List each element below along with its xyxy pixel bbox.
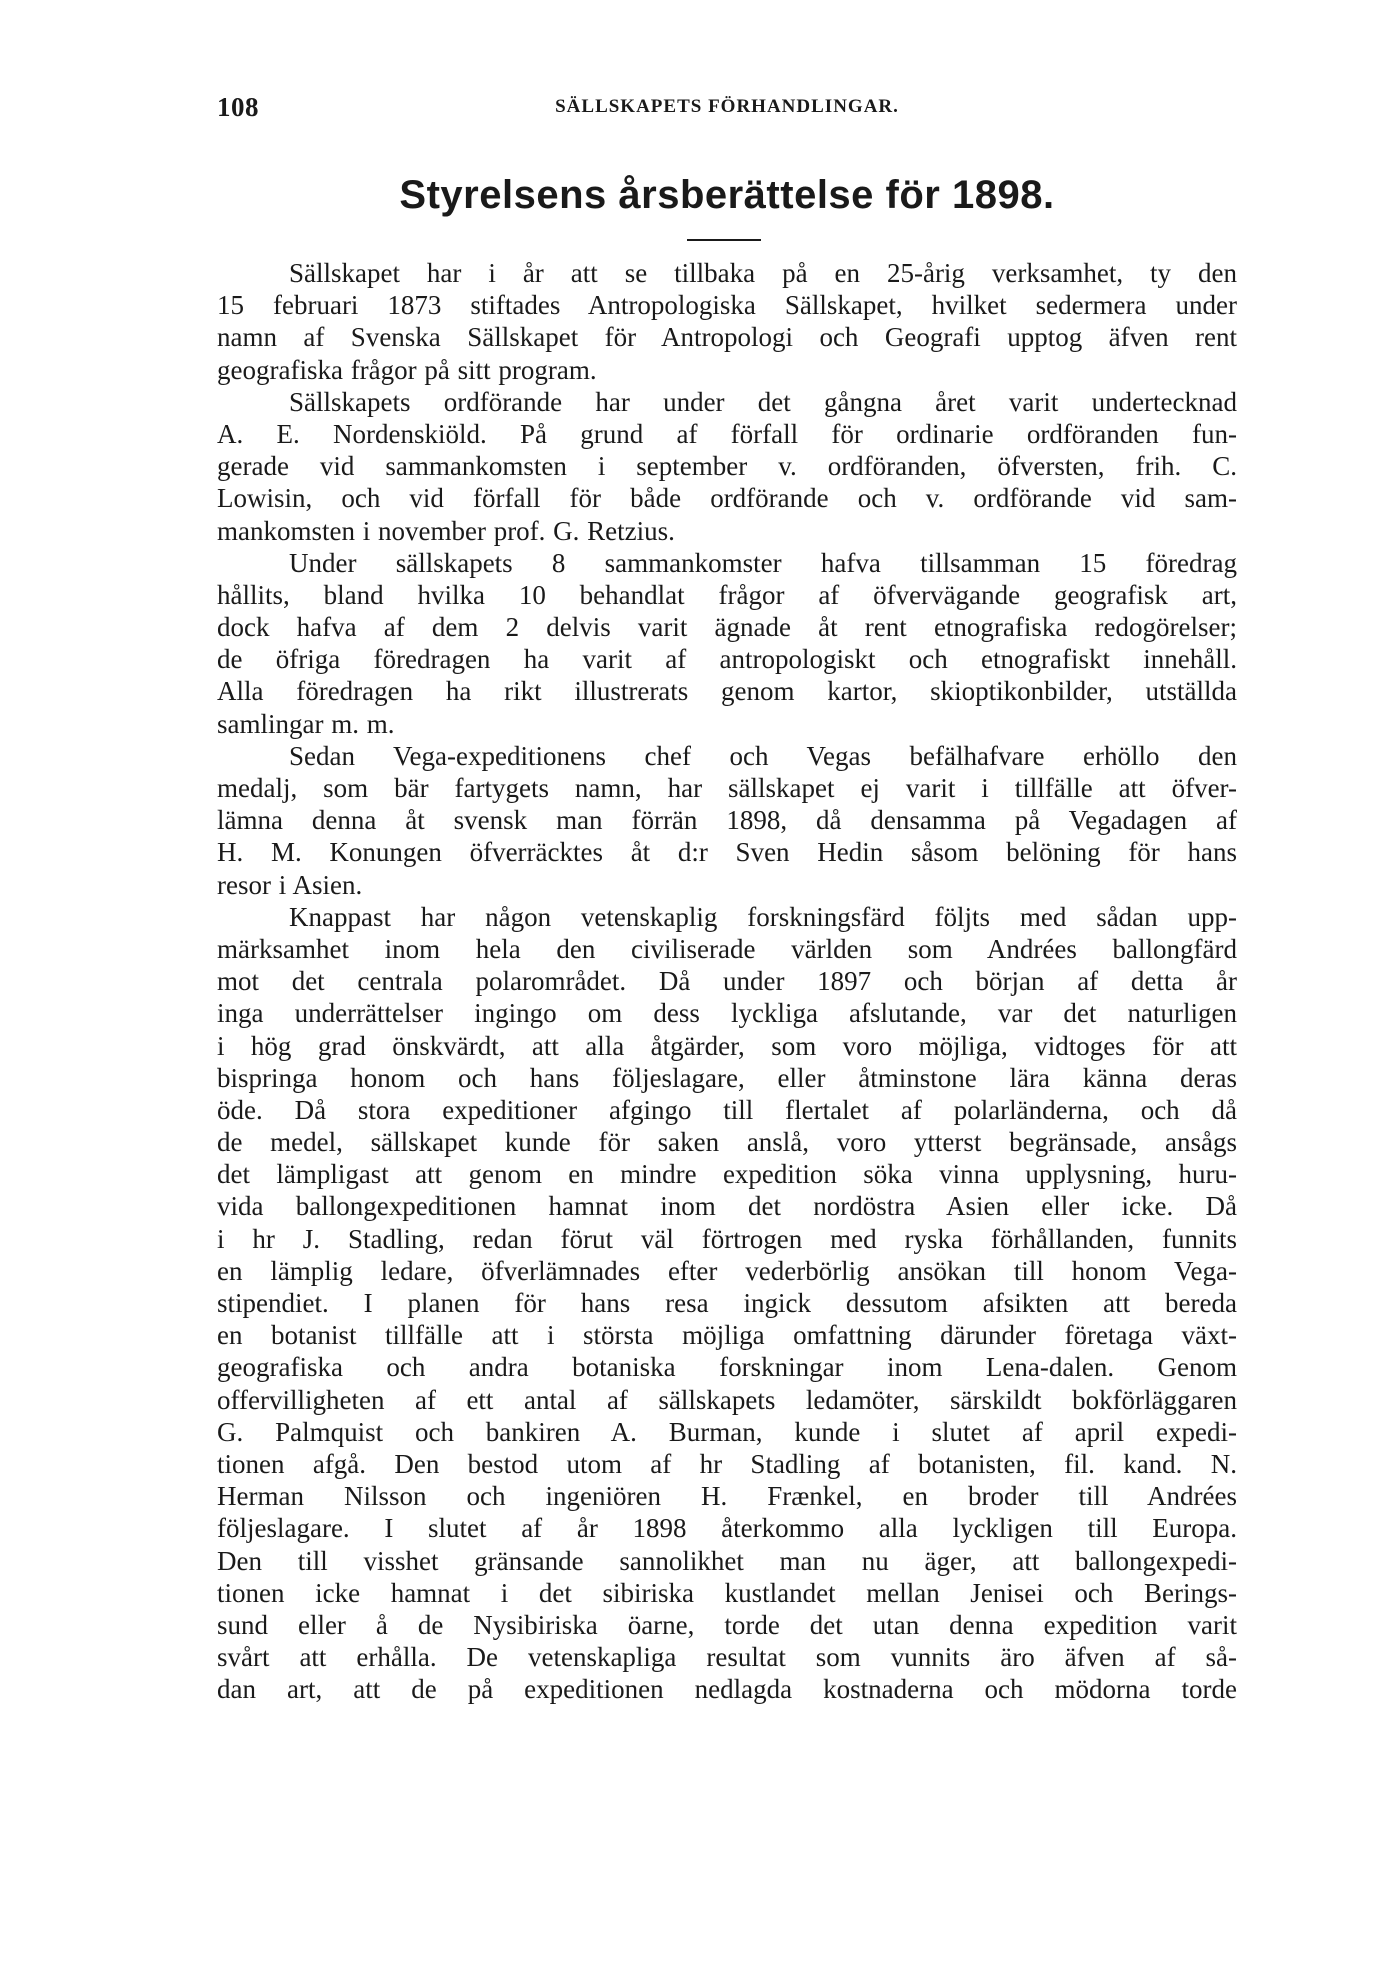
- text-line: A. E. Nordenskiöld. På grund af förfall för ordinarie ordföranden fun-: [217, 418, 1237, 449]
- text-line: Under sällskapets 8 sammankomster hafva tillsamman 15 föredrag: [289, 547, 1237, 578]
- text-line: resor i Asien.: [217, 869, 363, 900]
- text-line: dock hafva af dem 2 delvis varit ägnade åt rent etnografiska redogörelser;: [217, 612, 1237, 643]
- text-line: geografiska och andra botaniska forskningar inom Lena-dalen. Genom: [217, 1352, 1237, 1383]
- text-line: Sällskapets ordförande har under det gångna året varit undertecknad: [289, 386, 1237, 417]
- text-line: geografiska frågor på sitt program.: [217, 354, 597, 385]
- text-line: svårt att erhålla. De vetenskapliga resultat som vunnits äro äfven af så-: [217, 1642, 1237, 1673]
- text-line: i hög grad önskvärdt, att alla åtgärder, som voro möjliga, vidtoges för att: [217, 1030, 1237, 1061]
- text-line: en botanist tillfälle att i största möjliga omfattning därunder företaga växt-: [217, 1320, 1237, 1351]
- text-line: bispringa honom och hans följeslagare, eller åtminstone lära känna deras: [217, 1062, 1237, 1093]
- text-line: de öfriga föredragen ha varit af antropologiskt och etnografiskt innehåll.: [217, 644, 1237, 675]
- text-line: följeslagare. I slutet af år 1898 återkommo alla lyckligen till Europa.: [217, 1513, 1237, 1544]
- text-line: stipendiet. I planen för hans resa ingick dessutom afsikten att bereda: [217, 1288, 1237, 1318]
- text-line: namn af Svenska Sällskapet för Antropologi och Geografi upptog äfven rent: [217, 322, 1237, 353]
- text-line: mot det centrala polarområdet. Då under 1897 och början af detta år: [217, 966, 1237, 997]
- text-line: hållits, bland hvilka 10 behandlat frågor af öfvervägande geografisk art,: [217, 579, 1237, 610]
- title-rule: [687, 239, 761, 241]
- text-line: tionen afgå. Den bestod utom af hr Stadling af botanisten, fil. kand. N.: [217, 1448, 1237, 1479]
- text-line: tionen icke hamnat i det sibiriska kustlandet mellan Jenisei och Berings-: [217, 1577, 1237, 1608]
- text-line: lämna denna åt svensk man förrän 1898, då densamma på Vegadagen af: [217, 805, 1237, 836]
- text-line: dan art, att de på expeditionen nedlagda kostnaderna och mödorna torde: [217, 1674, 1237, 1705]
- text-line: offervilligheten af ett antal af sällskapets ledamöter, särskildt bokförläggaren: [217, 1384, 1237, 1415]
- text-line: Knappast har någon vetenskaplig forskningsfärd följts med sådan upp-: [289, 901, 1237, 932]
- text-line: Den till visshet gränsande sannolikhet man nu äger, att ballongexpedi-: [217, 1545, 1237, 1576]
- text-line: 15 februari 1873 stiftades Antropologiska Sällskapet, hvilket sedermera under: [217, 290, 1237, 321]
- text-line: medalj, som bär fartygets namn, har sällskapet ej varit i tillfälle att öfver-: [217, 773, 1237, 803]
- text-line: de medel, sällskapet kunde för saken anslå, voro ytterst begränsade, ansågs: [217, 1127, 1237, 1158]
- text-line: märksamhet inom hela den civiliserade världen som Andrées ballongfärd: [217, 933, 1237, 964]
- page-number: 108: [217, 92, 259, 122]
- text-line: det lämpligast att genom en mindre expedition söka vinna upplysning, huru-: [217, 1159, 1237, 1190]
- text-line: mankomsten i november prof. G. Retzius.: [217, 515, 675, 546]
- text-line: Herman Nilsson och ingeniören H. Frænkel, en broder till Andrées: [217, 1481, 1237, 1512]
- article-title: Styrelsens årsberättelse för 1898.: [399, 173, 1055, 217]
- text-line: Sällskapet har i år att se tillbaka på en 25-årig verksamhet, ty den: [289, 258, 1237, 288]
- running-head: [217, 92, 1237, 122]
- text-line: H. M. Konungen öfverräcktes åt d:r Sven Hedin såsom belöning för hans: [217, 837, 1237, 868]
- text-line: samlingar m. m.: [217, 708, 395, 739]
- text-line: vida ballongexpeditionen hamnat inom det nordöstra Asien eller icke. Då: [217, 1191, 1237, 1222]
- text-line: öde. Då stora expeditioner afgingo till flertalet af polarländerna, och då: [217, 1094, 1237, 1125]
- body-text: [217, 257, 1237, 1705]
- text-line: gerade vid sammankomsten i september v. ordföranden, öfversten, frih. C.: [217, 451, 1237, 482]
- text-line: G. Palmquist och bankiren A. Burman, kunde i slutet af april expedi-: [217, 1416, 1237, 1447]
- text-line: en lämplig ledare, öfverlämnades efter vederbörlig ansökan till honom Vega-: [217, 1255, 1237, 1286]
- text-line: i hr J. Stadling, redan förut väl förtrogen med ryska förhållanden, funnits: [217, 1223, 1237, 1254]
- journal-title: SÄLLSKAPETS FÖRHANDLINGAR.: [555, 96, 899, 117]
- text-line: sund eller å de Nysibiriska öarne, torde det utan denna expedition varit: [217, 1609, 1237, 1640]
- text-line: Sedan Vega-expeditionens chef och Vegas befälhafvare erhöllo den: [289, 740, 1237, 771]
- text-line: inga underrättelser ingingo om dess lyckliga afslutande, var det naturligen: [217, 998, 1237, 1029]
- text-line: Alla föredragen ha rikt illustrerats genom kartor, skioptikonbilder, utställda: [217, 676, 1237, 707]
- text-line: Lowisin, och vid förfall för både ordförande och v. ordförande vid sam-: [217, 483, 1237, 514]
